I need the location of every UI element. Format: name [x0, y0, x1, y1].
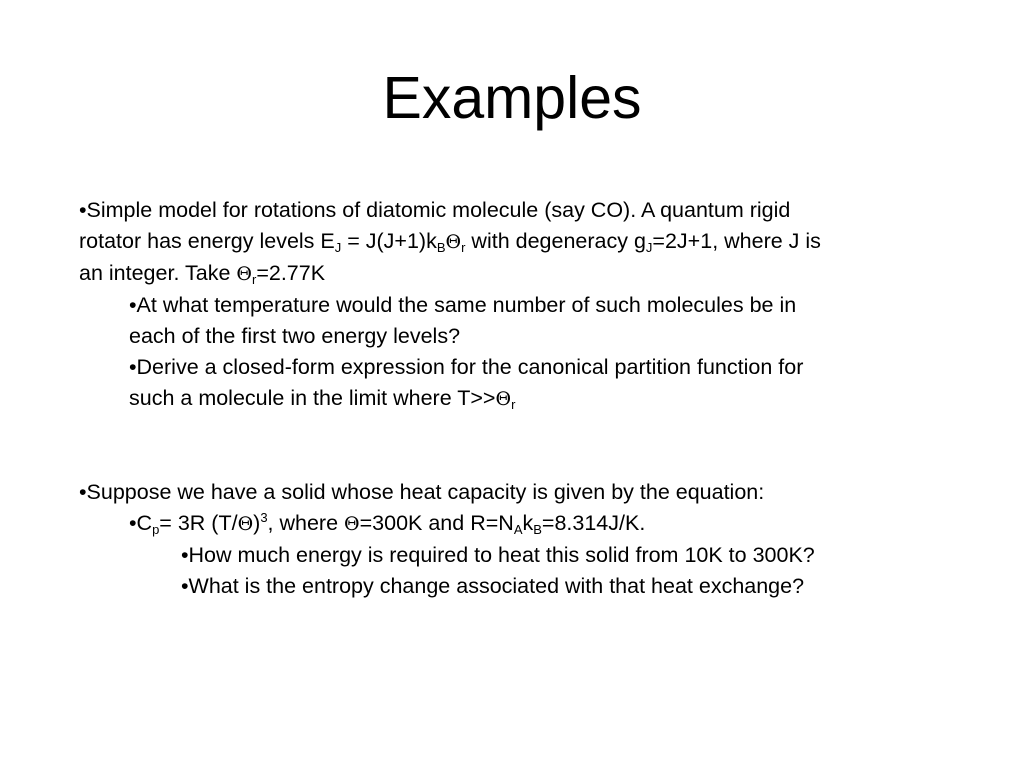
subscript-r: r: [251, 272, 257, 287]
subscript-p: p: [152, 522, 160, 537]
superscript-3: 3: [260, 510, 268, 525]
text-segment: =2J+1, where J is: [652, 229, 821, 253]
theta-symbol: Θ: [344, 513, 360, 535]
rigid-rotator-intro-line-1: •Simple model for rotations of diatomic molecule (say CO). A quantum rigid: [79, 198, 791, 222]
spacer: [79, 415, 979, 477]
subscript-a: A: [513, 522, 523, 537]
text-segment: =2.77K: [256, 261, 326, 285]
subscript-j: J: [334, 240, 342, 255]
text-segment: ): [253, 511, 261, 535]
text-segment: with degeneracy g: [465, 229, 646, 253]
rigid-rotator-intro-line-2: [79, 226, 979, 258]
text-segment: , where: [267, 511, 345, 535]
partition-function-question-line-1: •Derive a closed-form expression for the canonical partition function for: [129, 355, 804, 379]
text-segment: •C: [129, 511, 153, 535]
temperature-question-line-1: •At what temperature would the same number of such molecules be in: [129, 293, 797, 317]
subscript-b: B: [436, 240, 446, 255]
partition-function-question-line-2: [79, 383, 979, 415]
subscript-r: r: [511, 397, 516, 412]
subscript-j: J: [645, 240, 653, 255]
text-segment: = 3R (T/: [159, 511, 238, 535]
energy-question: •How much energy is required to heat this solid from 10K to 300K?: [181, 543, 815, 567]
text-segment: an integer. Take: [79, 261, 237, 285]
subscript-r: r: [461, 240, 466, 255]
theta-symbol: Θ: [445, 231, 462, 253]
heat-capacity-intro: •Suppose we have a solid whose heat capacity is given by the equation:: [79, 480, 765, 504]
theta-symbol: Θ: [237, 513, 254, 535]
text-segment: =300K and R=N: [359, 511, 514, 535]
theta-symbol: Θ: [495, 388, 512, 410]
theta-symbol: Θ: [236, 263, 252, 285]
entropy-question: •What is the entropy change associated with that heat exchange?: [181, 574, 805, 598]
text-segment: = J(J+1)k: [341, 229, 437, 253]
temperature-question-line-2: each of the first two energy levels?: [129, 324, 461, 348]
heat-capacity-equation: [79, 508, 979, 540]
text-segment: rotator has energy levels E: [79, 229, 335, 253]
slide-title: Examples: [382, 65, 642, 131]
rigid-rotator-intro-line-3: [79, 258, 979, 290]
slide-body: [79, 195, 979, 602]
subscript-b: B: [533, 522, 542, 537]
text-segment: =8.314J/K.: [541, 511, 646, 535]
text-segment: k: [522, 511, 534, 535]
text-segment: such a molecule in the limit where T>>: [129, 386, 496, 410]
